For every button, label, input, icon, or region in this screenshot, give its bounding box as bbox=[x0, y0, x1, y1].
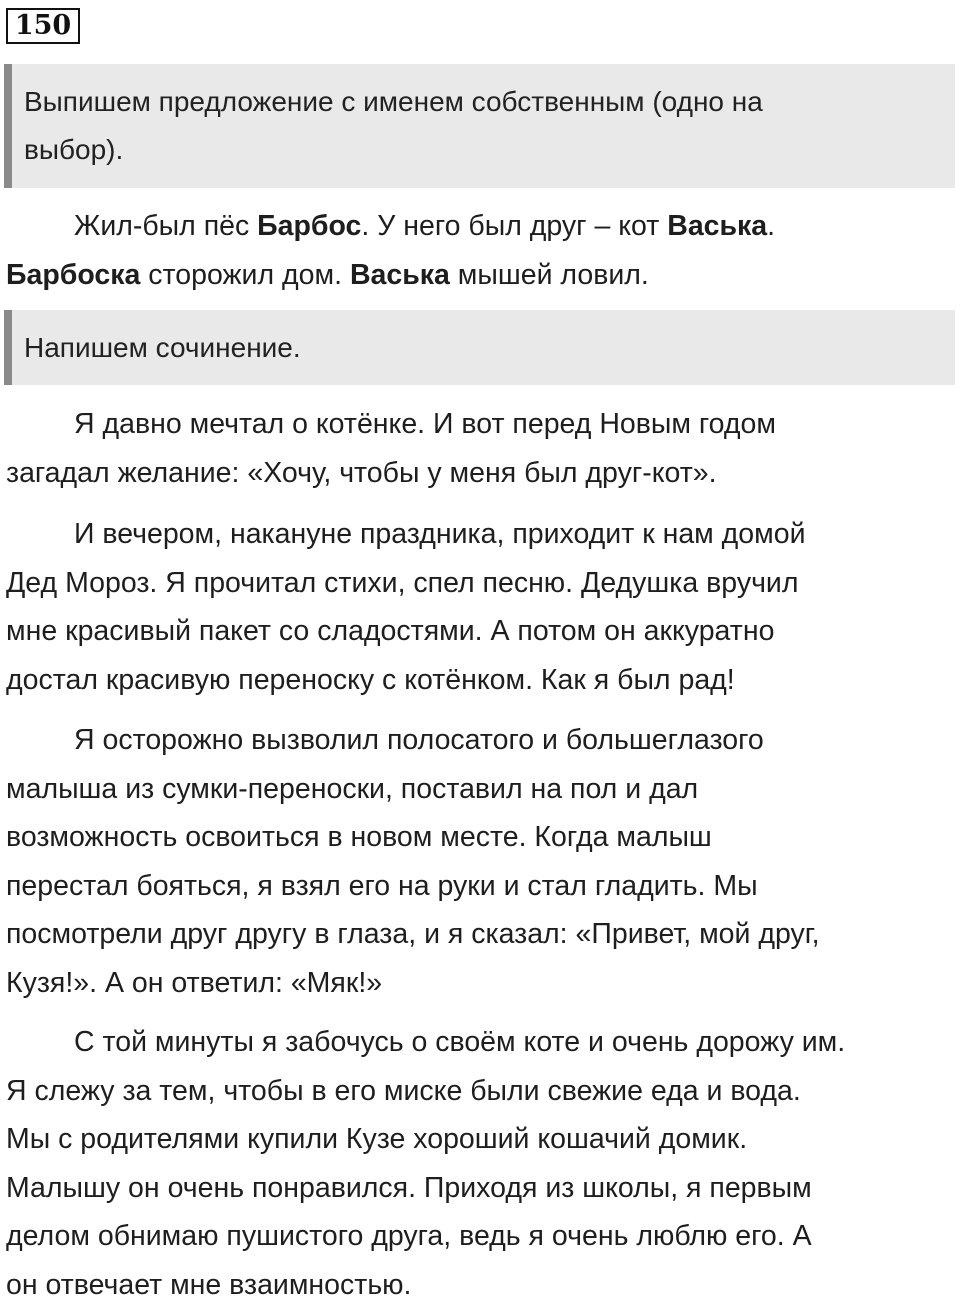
paragraph-line: С той минуты я забочусь о своём коте и очень дорожу им. bbox=[6, 1018, 952, 1067]
instruction-line: Напишем сочинение. bbox=[24, 324, 943, 372]
paragraph-line: малыша из сумки-переноски, поставил на пол и дал bbox=[6, 765, 952, 814]
essay-paragraph-3 bbox=[6, 716, 952, 1007]
paragraph-line: Я давно мечтал о котёнке. И вот перед Новым годом bbox=[6, 400, 952, 449]
essay-paragraph-2 bbox=[6, 510, 952, 704]
paragraph-line: Малышу он очень понравился. Приходя из школы, я первым bbox=[6, 1164, 952, 1213]
text-fragment: Жил-был пёс bbox=[74, 210, 257, 242]
paragraph-line: перестал бояться, я взял его на руки и стал гладить. Мы bbox=[6, 862, 952, 911]
paragraph-line: загадал желание: «Хочу, чтобы у меня был друг-кот». bbox=[6, 449, 952, 498]
paragraph-line: мне красивый пакет со сладостями. А потом он аккуратно bbox=[6, 607, 952, 656]
text-fragment: . bbox=[767, 210, 775, 242]
paragraph-line: Я слежу за тем, чтобы в его миске были свежие еда и вода. bbox=[6, 1067, 952, 1116]
text-fragment: сторожил дом. bbox=[140, 259, 350, 291]
example-sentence-paragraph bbox=[6, 202, 952, 299]
paragraph-line: И вечером, накануне праздника, приходит к нам домой bbox=[6, 510, 952, 559]
proper-name: Барбос bbox=[257, 210, 361, 242]
proper-name: Барбоска bbox=[6, 259, 140, 291]
paragraph-line: Дед Мороз. Я прочитал стихи, спел песню. Дедушка вручил bbox=[6, 559, 952, 608]
text-fragment: . У него был друг – кот bbox=[361, 210, 667, 242]
paragraph-line: возможность освоиться в новом месте. Когда малыш bbox=[6, 813, 952, 862]
paragraph-line bbox=[6, 202, 952, 251]
task-number-box: 150 bbox=[6, 8, 80, 44]
instruction-box-essay bbox=[4, 310, 955, 385]
proper-name: Васька bbox=[667, 210, 767, 242]
proper-name: Васька bbox=[350, 259, 450, 291]
paragraph-line bbox=[6, 251, 952, 300]
essay-paragraph-4 bbox=[6, 1018, 952, 1309]
paragraph-line: делом обнимаю пушистого друга, ведь я очень люблю его. А bbox=[6, 1212, 952, 1261]
instruction-box-proper-name bbox=[4, 64, 955, 188]
paragraph-line: Я осторожно вызволил полосатого и большеглазого bbox=[6, 716, 952, 765]
paragraph-line: Мы с родителями купили Кузе хороший кошачий домик. bbox=[6, 1115, 952, 1164]
instruction-line: выбор). bbox=[24, 126, 943, 174]
essay-paragraph-1 bbox=[6, 400, 952, 497]
instruction-line: Выпишем предложение с именем собственным (одно на bbox=[24, 78, 943, 126]
paragraph-line: Кузя!». А он ответил: «Мяк!» bbox=[6, 959, 952, 1008]
paragraph-line: посмотрели друг другу в глаза, и я сказал: «Привет, мой друг, bbox=[6, 910, 952, 959]
text-fragment: мышей ловил. bbox=[450, 259, 649, 291]
paragraph-line: он отвечает мне взаимностью. bbox=[6, 1261, 952, 1309]
paragraph-line: достал красивую переноску с котёнком. Как я был рад! bbox=[6, 656, 952, 705]
